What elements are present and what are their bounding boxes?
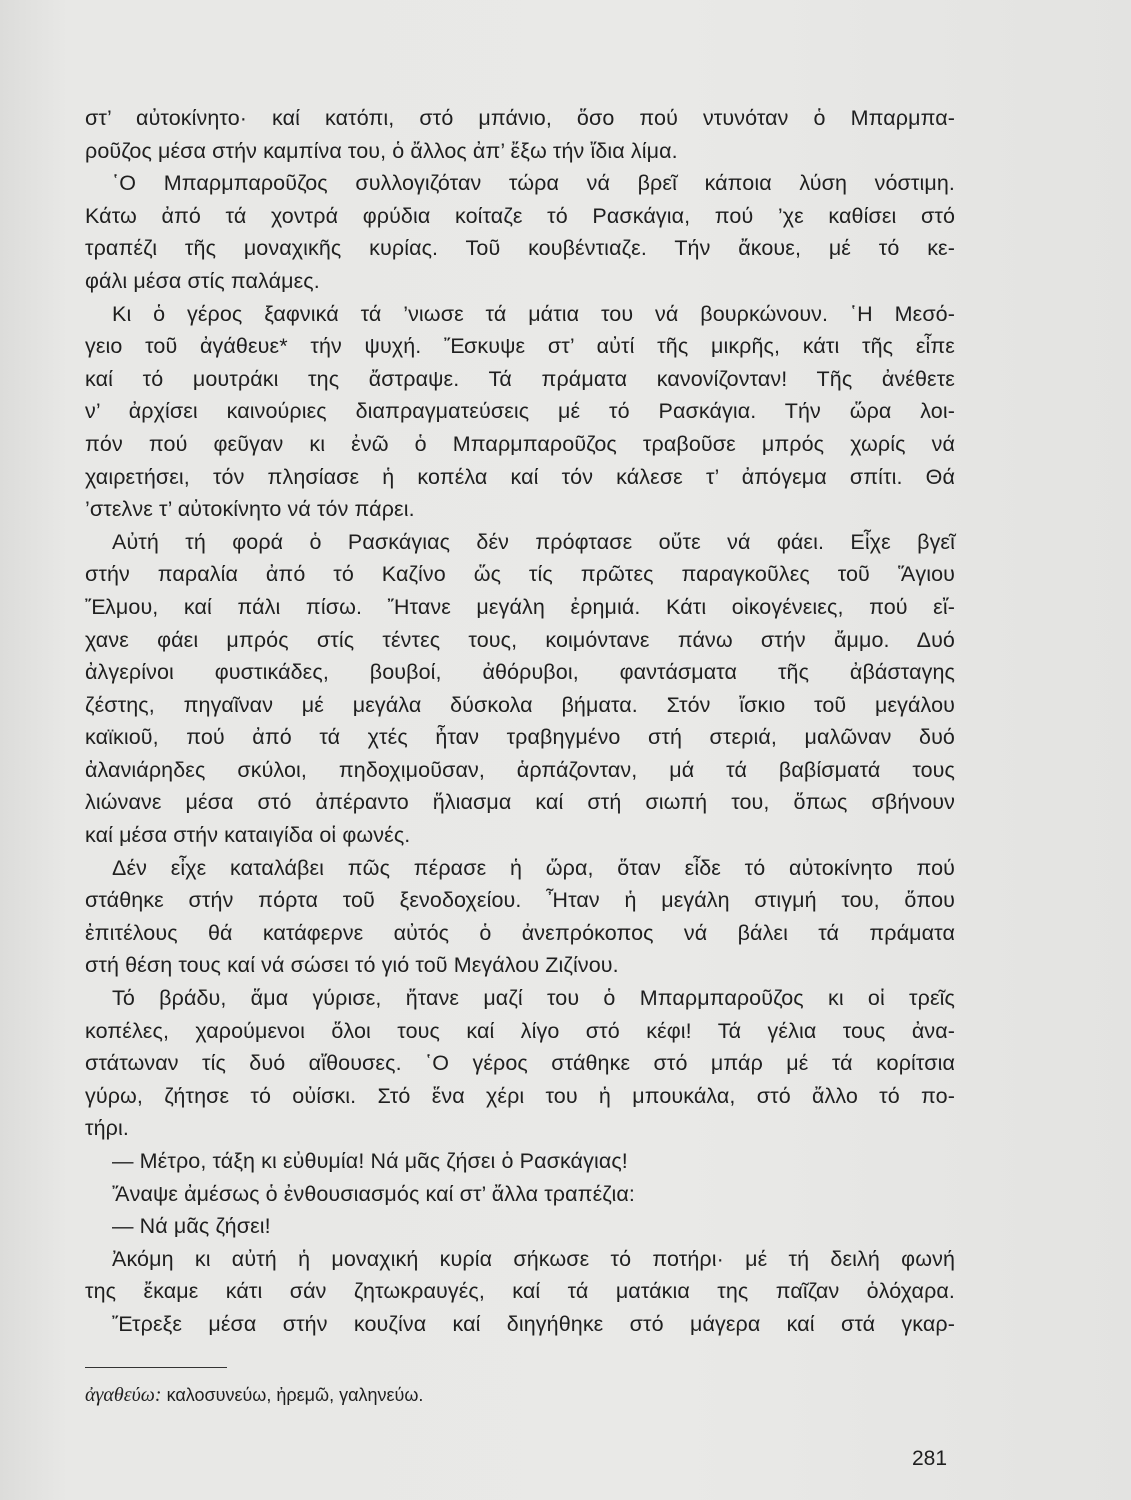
text-line: ἀλανιάρηδες σκύλοι, πηδοχιμοῦσαν, ἁρπάζονταν, μά τά βαβίσματά τους <box>85 757 955 782</box>
text-line: χανε φάει μπρός στίς τέντες τους, κοιμόντανε πάνω στήν ἄμμο. Δυό <box>85 627 955 652</box>
text-line: ροῦζος μέσα στήν καμπίνα του, ὁ ἄλλος ἀπ’ ἔξω τήν ἴδια λίμα. <box>85 138 678 163</box>
text-line: ν’ ἀρχίσει καινούριες διαπραγματεύσεις μέ τό Ρασκάγια. Τήν ὥρα λοι- <box>85 399 955 424</box>
text-line: λιώνανε μέσα στό ἀπέραντο ἥλιασμα καί στή σιωπή του, ὅπως σβήνουν <box>85 790 955 815</box>
text-line: Ἀκόμη κι αὐτή ἡ μοναχική κυρία σήκωσε τό ποτήρι· μέ τή δειλή φωνή <box>112 1246 955 1271</box>
text-line: καί μέσα στήν καταιγίδα οἱ φωνές. <box>85 823 411 848</box>
text-line: Ἔλμου, καί πάλι πίσω. Ἤτανε μεγάλη ἐρημιά. Κάτι οἰκογένειες, πού εἴ- <box>85 594 955 619</box>
text-line: της ἔκαμε κάτι σάν ζητωκραυγές, καί τά ματάκια της παῖζαν ὁλόχαρα. <box>85 1279 955 1304</box>
text-line: χαιρετήσει, τόν πλησίασε ἡ κοπέλα καί τόν κάλεσε τ’ ἀπόγεμα σπίτι. Θά <box>85 464 955 489</box>
text-line: ἀλγερίνοι φυστικάδες, βουβοί, ἀθόρυβοι, φαντάσματα τῆς ἀβάσταγης <box>85 660 955 685</box>
text-line: φάλι μέσα στίς παλάμες. <box>85 268 320 293</box>
page-number: 281 <box>912 1447 948 1470</box>
text-line: Δέν εἶχε καταλάβει πῶς πέρασε ἡ ὥρα, ὅταν εἶδε τό αὐτοκίνητο πού <box>112 855 955 880</box>
text-line: Κάτω ἀπό τά χοντρά φρύδια κοίταζε τό Ρασκάγια, πού ’χε καθίσει στό <box>85 203 955 228</box>
footnote-divider <box>85 1367 227 1368</box>
text-line: ἐπιτέλους θά κατάφερνε αὐτός ὁ ἀνεπρόκοπος νά βάλει τά πράματα <box>85 920 955 945</box>
text-line: ’στελνε τ’ αὐτοκίνητο νά τόν πάρει. <box>85 497 415 522</box>
text-line: γύρω, ζήτησε τό οὐίσκι. Στό ἕνα χέρι του ἡ μπουκάλα, στό ἄλλο τό πο- <box>85 1083 955 1108</box>
text-line: καί τό μουτράκι της ἄστραψε. Τά πράματα κανονίζονταν! Τῆς ἀνέθετε <box>85 366 955 391</box>
text-line: καϊκιοῦ, πού ἀπό τά χτές ἦταν τραβηγμένο στή στεριά, μαλῶναν δυό <box>85 725 955 750</box>
text-line: πόν πού φεῦγαν κι ἐνῶ ὁ Μπαρμπαροῦζος τραβοῦσε μπρός χωρίς νά <box>85 431 955 456</box>
text-line: γειο τοῦ ἀγάθευε* τήν ψυχή. Ἔσκυψε στ’ αὐτί τῆς μικρῆς, κάτι τῆς εἶπε <box>85 334 955 359</box>
text-line: ῾Ο Μπαρμπαροῦζος συλλογιζόταν τώρα νά βρεῖ κάποια λύση νόστιμη. <box>112 171 955 196</box>
text-line: Ἔτρεξε μέσα στήν κουζίνα καί διηγήθηκε στό μάγερα καί στά γκαρ- <box>112 1311 955 1336</box>
text-line: Τό βράδυ, ἅμα γύρισε, ἤτανε μαζί του ὁ Μπαρμπαροῦζος κι οἱ τρεῖς <box>112 986 955 1011</box>
text-line: Αὐτή τή φορά ὁ Ρασκάγιας δέν πρόφτασε οὔτε νά φάει. Εἶχε βγεῖ <box>112 529 955 554</box>
text-line: στ’ αὐτοκίνητο· καί κατόπι, στό μπάνιο, ὅσο πού ντυνόταν ὁ Μπαρμπα- <box>85 106 955 130</box>
text-line: στήν παραλία ἀπό τό Καζίνο ὥς τίς πρῶτες παραγκοῦλες τοῦ Ἅγιου <box>85 562 955 587</box>
text-line: κοπέλες, χαρούμενοι ὅλοι τους καί λίγο στό κέφι! Τά γέλια τους ἀνα- <box>85 1018 955 1043</box>
body-text <box>85 102 955 1341</box>
footnote-term: ἀγαθεύω: <box>85 1384 162 1406</box>
text-line: τήρι. <box>85 1116 129 1141</box>
text-line: στάτωναν τίς δυό αἴθουσες. ῾Ο γέρος στάθηκε στό μπάρ μέ τά κορίτσια <box>85 1051 955 1076</box>
footnote-definition: καλοσυνεύω, ἠρεμῶ, γαληνεύω. <box>166 1385 424 1405</box>
text-line: Ἄναψε ἀμέσως ὁ ἐνθουσιασμός καί στ’ ἄλλα τραπέζια: <box>112 1181 635 1206</box>
text-line: ζέστης, πηγαῖναν μέ μεγάλα δύσκολα βήματα. Στόν ἴσκιο τοῦ μεγάλου <box>85 692 955 717</box>
text-line: στή θέση τους καί νά σώσει τό γιό τοῦ Μεγάλου Ζιζίνου. <box>85 953 619 978</box>
text-line: στάθηκε στήν πόρτα τοῦ ξενοδοχείου. Ἦταν ἡ μεγάλη στιγμή του, ὅπου <box>85 888 955 913</box>
text-line: Κι ὁ γέρος ξαφνικά τά ’νιωσε τά μάτια του νά βουρκώνουν. ῾Η Μεσό- <box>112 301 955 326</box>
text-line: — Νά μᾶς ζήσει! <box>112 1214 271 1239</box>
text-line: — Μέτρο, τάξη κι εὐθυμία! Νά μᾶς ζήσει ὁ Ρασκάγιας! <box>112 1149 628 1173</box>
footnote <box>85 1383 423 1407</box>
text-line: τραπέζι τῆς μοναχικῆς κυρίας. Τοῦ κουβέντιαζε. Τήν ἄκουε, μέ τό κε- <box>85 236 955 261</box>
